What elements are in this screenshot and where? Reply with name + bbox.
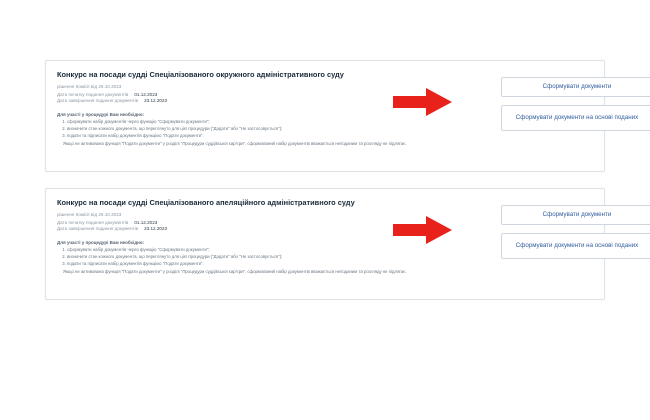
list-item: 1. сформувати набір документів через функцію "Сформувати документи"; <box>67 119 457 126</box>
list-item: 1. сформувати набір документів через функцію "Сформувати документи"; <box>67 247 457 254</box>
instructions-heading: Для участі у процедурі Вам необхідно: <box>57 240 145 246</box>
instructions-note: Якщо не активована функція "Подати документи" у розділі "Процедури суддівської кар'єри", сформований набір документів вважається неподаним та розгляду не підлягає. <box>63 269 407 275</box>
red-arrow-icon <box>393 86 453 118</box>
decision-reference: рішення Комісії від 29.10.2023 <box>57 211 122 217</box>
end-date-value: 23.12.2023 <box>144 226 168 232</box>
list-item: 3. подати та підписати набір документів функцією "Подати документи". <box>67 133 457 140</box>
list-item: 3. подати та підписати набір документів функцією "Подати документи". <box>67 261 457 268</box>
generate-documents-button[interactable]: Сформувати документи <box>501 77 650 97</box>
end-date-label: Дата завершення подання документів <box>57 226 139 232</box>
instructions-note: Якщо не активована функція "Подати документи" у розділі "Процедури суддівської кар'єри", сформований набір документів вважається неподаним та розгляду не підлягає. <box>63 141 407 147</box>
page-title: Конкурс на посади судді Спеціалізованого окружного адміністративного суду <box>57 70 344 79</box>
start-date-label: Дата початку подання документів <box>57 219 129 225</box>
procedure-card <box>45 60 639 172</box>
red-arrow-icon <box>393 214 453 246</box>
instructions-list <box>57 247 457 267</box>
generate-documents-button[interactable]: Сформувати документи <box>501 205 650 225</box>
list-item: 2. визначити стан кожного документа, що переглянуто для цієї процедури ("Додати" або "Не застосовується"); <box>67 254 457 261</box>
instructions-list <box>57 119 457 139</box>
start-date-label: Дата початку подання документів <box>57 91 129 97</box>
start-date-value: 01.12.2023 <box>134 91 158 97</box>
start-date-value: 01.12.2023 <box>134 219 158 225</box>
end-date-label: Дата завершення подання документів <box>57 98 139 104</box>
instructions-heading: Для участі у процедурі Вам необхідно: <box>57 112 145 118</box>
end-date-value: 23.12.2023 <box>144 98 168 104</box>
generate-documents-from-submitted-button[interactable]: Сформувати документи на основі поданих <box>501 105 650 131</box>
decision-reference: рішення Комісії від 29.10.2023 <box>57 83 122 89</box>
procedure-card <box>45 188 639 300</box>
page-title: Конкурс на посади судді Спеціалізованого апеляційного адміністративного суду <box>57 198 355 207</box>
list-item: 2. визначити стан кожного документа, що переглянуто для цієї процедури ("Додати" або "Не застосовується"); <box>67 126 457 133</box>
generate-documents-from-submitted-button[interactable]: Сформувати документи на основі поданих <box>501 233 650 259</box>
